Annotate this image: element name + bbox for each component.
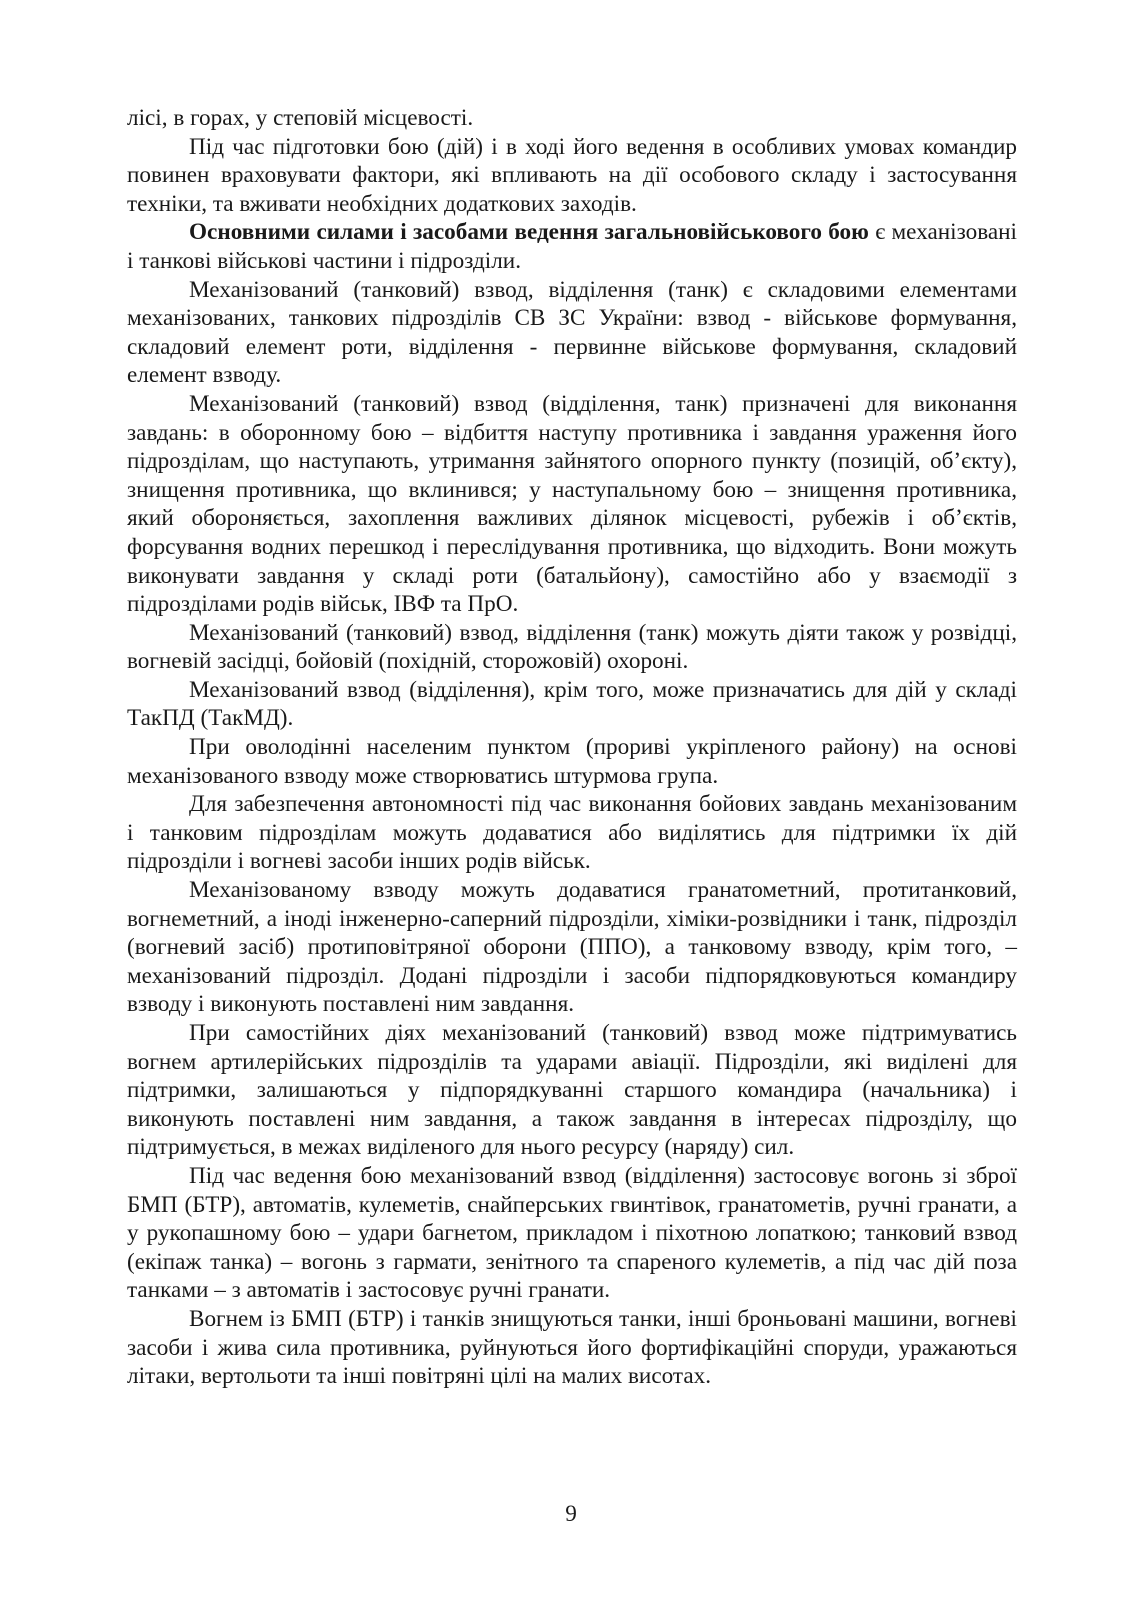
paragraph: Механізованому взводу можуть додаватися гранатометний, протитанковий, вогнеметний, а іноді інженерно-саперний підрозділи, хіміки-розвідники і танк, підрозділ (вогневий засіб) протиповітряної оборони (ППО), а танковому взводу, крім того, – механізований підрозділ. Додані підрозділи і засоби підпорядковуються командиру взводу і виконують поставлені ним завдання. xyxy=(127,877,1017,1018)
paragraph: Для забезпечення автономності під час виконання бойових завдань механізованим і танковим підрозділам можуть додаватися або виділятись для підтримки їх дій підрозділи і вогневі засоби інших родів військ. xyxy=(127,791,1017,875)
bold-term: Основними силами і засобами ведення загальновійськового бою xyxy=(189,219,869,246)
paragraph-main-forces xyxy=(127,218,1017,275)
page-body xyxy=(127,104,1017,1391)
paragraph: Механізований (танковий) взвод, відділення (танк) можуть діяти також у розвідці, вогневій засідці, бойовій (похідній, сторожовій) охороні. xyxy=(127,619,1017,675)
paragraph: Механізований (танковий) взвод (відділення, танк) призначені для виконання завдань: в оборонному бою – відбиття наступу противника і завдання ураження його підрозділам, що наступають, утримання зайнятого опорного пункту (позицій, об’єкту), знищення противника, що вклинився; у наступальному бою – знищення противника, який обороняється, захоплення важливих ділянок місцевості, рубежів і об’єктів, форсування водних перешкод і переслідування противника, що відходить. Вони можуть виконувати завдання у складі роти (батальйону), самостійно або у взаємодії з підрозділами родів військ, ІВФ та ПрО. xyxy=(127,390,1017,618)
paragraph: Механізований взвод (відділення), крім того, може призначатись для дій у складі ТакПД (ТакМД). xyxy=(127,676,1017,732)
paragraph: Вогнем із БМП (БТР) і танків знищуються танки, інші броньовані машини, вогневі засоби і жива сила противника, руйнуються його фортифікаційні споруди, уражаються літаки, вертольоти та інші повітряні цілі на малих висотах. xyxy=(127,1305,1017,1390)
paragraph-text: є механізовані і танкові військові частини і підрозділи. xyxy=(127,219,1017,274)
paragraph-continuation: лісі, в горах, у степовій місцевості. xyxy=(127,105,474,131)
paragraph: При оволодінні населеним пунктом (прориві укріпленого району) на основі механізованого взводу може створюватись штурмова група. xyxy=(127,734,1017,789)
paragraph: Під час підготовки бою (дій) і в ході його ведення в особливих умовах командир повинен враховувати фактори, які впливають на дії особового складу і застосування техніки, та вживати необхідних додаткових заходів. xyxy=(127,133,1017,217)
paragraph: Механізований (танковий) взвод, відділення (танк) є складовими елементами механізованих, танкових підрозділів СВ ЗС України: взвод - військове формування, складовий елемент роти, відділення - первинне військове формування, складовий елемент взводу. xyxy=(127,276,1017,389)
page-number: 9 xyxy=(565,1501,577,1527)
paragraph: При самостійних діях механізований (танковий) взвод може підтримуватись вогнем артилерійських підрозділів та ударами авіації. Підрозділи, які виділені для підтримки, залишаються у підпорядкуванні старшого командира (начальника) і виконують поставлені ним завдання, а також завдання в інтересах підрозділу, що підтримується, в межах виділеного для нього ресурсу (наряду) сил. xyxy=(127,1020,1017,1161)
paragraph: Під час ведення бою механізований взвод (відділення) застосовує вогонь зі зброї БМП (БТР), автоматів, кулеметів, снайперських гвинтівок, гранатометів, ручні гранати, а у рукопашному бою – удари багнетом, прикладом і піхотною лопаткою; танковий взвод (екіпаж танка) – вогонь з гармати, зенітного та спареного кулеметів, а під час дій поза танками – з автоматів і застосовує ручні гранати. xyxy=(127,1162,1017,1304)
